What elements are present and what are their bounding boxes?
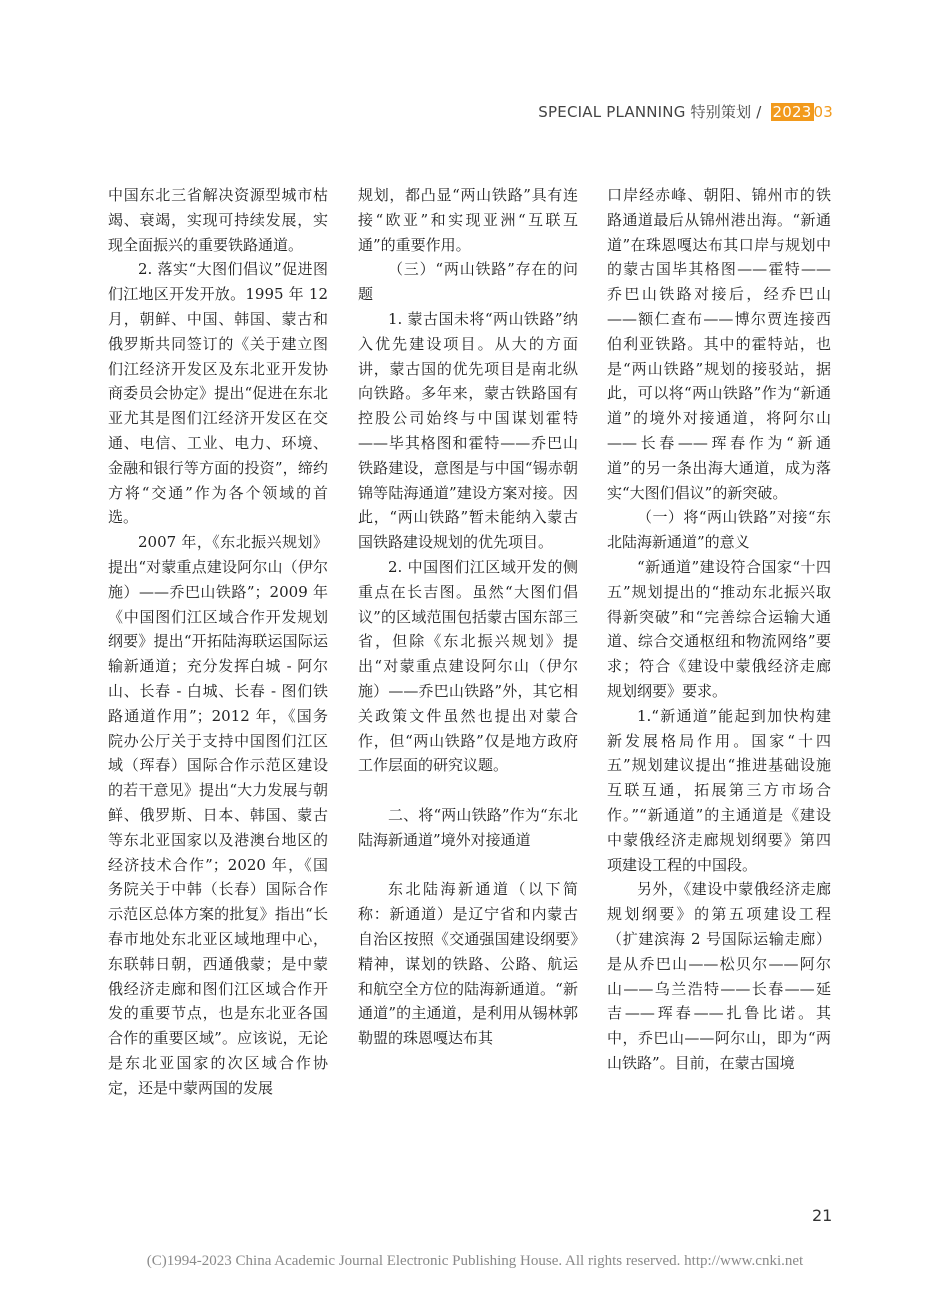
header-year: 2023 <box>772 103 812 121</box>
subsection-heading: （三）“两山铁路”存在的问题 <box>358 260 578 304</box>
subsection-heading: （一）将“两山铁路”对接“东北陆海新通道”的意义 <box>607 508 831 552</box>
paragraph: 规划，都凸显“两山铁路”具有连接“欧亚”和实现亚洲“互联互通”的重要作用。 <box>358 186 578 254</box>
paragraph: 2. 落实“大图们倡议”促进图们江地区开发开放。1995 年 12 月，朝鲜、中国、韩国、蒙古和俄罗斯共同签订的《关于建立图们江经济开发区及东北亚开发协商委员会协定》提出“促进在东北亚尤其是图们江经济开发区在交通、电信、工业、电力、环境、金融和银行等方面的投资”，缔约方将“交通”作为各个领域的首选。 <box>108 260 328 527</box>
paragraph: “新通道”建设符合国家“十四五”规划提出的“推动东北振兴取得新突破”和“完善综合运输大通道、综合交通枢纽和物流网络”要求；符合《建设中蒙俄经济走廊规划纲要》要求。 <box>607 557 831 700</box>
paragraph: 东北陆海新通道（以下简称：新通道）是辽宁省和内蒙古自治区按照《交通强国建设纲要》精神，谋划的铁路、公路、航运和航空全方位的陆海新通道。“新通道”的主通道，是利用从锡林郭勒盟的珠恩嘎达布其 <box>358 880 578 1048</box>
copyright-footer: (C)1994-2023 China Academic Journal Electronic Publishing House. All rights reserved. http://www.cnki.net <box>146 1253 804 1269</box>
section-heading: 二、将“两山铁路”作为“东北陆海新通道”境外对接通道 <box>358 805 578 849</box>
paragraph: 2. 中国图们江区域开发的侧重点在长吉图。虽然“大图们倡议”的区域范围包括蒙古国东部三省，但除《东北振兴规划》提出“对蒙重点建设阿尔山（伊尔施）——乔巴山铁路”外，其它相关政策文件虽然也提出对蒙合作，但“两山铁路”仅是地方政府工作层面的研究议题。 <box>358 557 578 775</box>
paragraph: 1.“新通道”能起到加快构建新发展格局作用。国家“十四五”规划建议提出“推进基础设施互联互通，拓展第三方市场合作。”“新通道”的主通道是《建设中蒙俄经济走廊规划纲要》第四项建设工程的中国段。 <box>607 706 831 874</box>
header-title: SPECIAL PLANNING 特别策划 <box>538 103 752 121</box>
paragraph: 口岸经赤峰、朝阳、锦州市的铁路通道最后从锦州港出海。“新通道”在珠恩嘎达布其口岸与规划中的蒙古国毕其格图——霍特——乔巴山铁路对接后，经乔巴山——额仁查布——博尔贾连接西伯利亚铁路。其中的霍特站，也是“两山铁路”规划的接驳站，据此，可以将“两山铁路”作为“新通道”的境外对接通道，将阿尔山——长春——珲春作为“新通道”的另一条出海大通道，成为落实“大图们倡议”的新突破。 <box>607 186 831 502</box>
running-header <box>538 101 833 122</box>
header-separator: / <box>756 103 762 121</box>
paragraph: 1. 蒙古国未将“两山铁路”纳入优先建设项目。从大的方面讲，蒙古国的优先项目是南北纵向铁路。多年来，蒙古铁路国有控股公司始终与中国谋划霍特——毕其格图和霍特——乔巴山铁路建设，意图是与中国“锡赤朝锦等陆海通道”建设方案对接。因此，“两山铁路”暂未能纳入蒙古国铁路建设规划的优先项目。 <box>358 309 578 552</box>
header-issue: 03 <box>813 103 833 121</box>
paragraph: 中国东北三省解决资源型城市枯竭、衰竭，实现可持续发展，实现全面振兴的重要铁路通道。 <box>108 186 328 254</box>
column-right <box>607 183 831 1076</box>
page-number: 21 <box>812 1206 833 1225</box>
column-middle <box>358 183 578 1051</box>
column-left <box>108 183 328 1100</box>
paragraph: 2007 年，《东北振兴规划》提出“对蒙重点建设阿尔山（伊尔施）——乔巴山铁路”；2009 年《中国图们江区域合作开发规划纲要》提出“开拓陆海联运国际运输新通道；充分发挥白城 - 阿尔山、长春 - 白城、长春 - 图们铁路通道作用”；2012 年，《国务院办公厅关于支持中国图们江区域（珲春）国际合作示范区建设的若干意见》提出“大力发展与朝鲜、俄罗斯、日本、韩国、蒙古等东北亚国家以及港澳台地区的经济技术合作”；2020 年，《国务院关于中韩（长春）国际合作示范区总体方案的批复》指出“长春市地处东北亚区域地理中心，东联韩日朝，西通俄蒙；是中蒙俄经济走廊和图们江区域合作开发的重要节点，也是东北亚各国合作的重要区域”。应该说，无论是东北亚国家的次区域合作协定，还是中蒙两国的发展 <box>108 533 328 1097</box>
paragraph: 另外，《建设中蒙俄经济走廊规划纲要》的第五项建设工程（扩建滨海 2 号国际运输走廊）是从乔巴山——松贝尔——阿尔山——乌兰浩特——长春——延吉——珲春——扎鲁比诺。其中，乔巴山——阿尔山，即为“两山铁路”。目前，在蒙古国境 <box>607 880 831 1072</box>
